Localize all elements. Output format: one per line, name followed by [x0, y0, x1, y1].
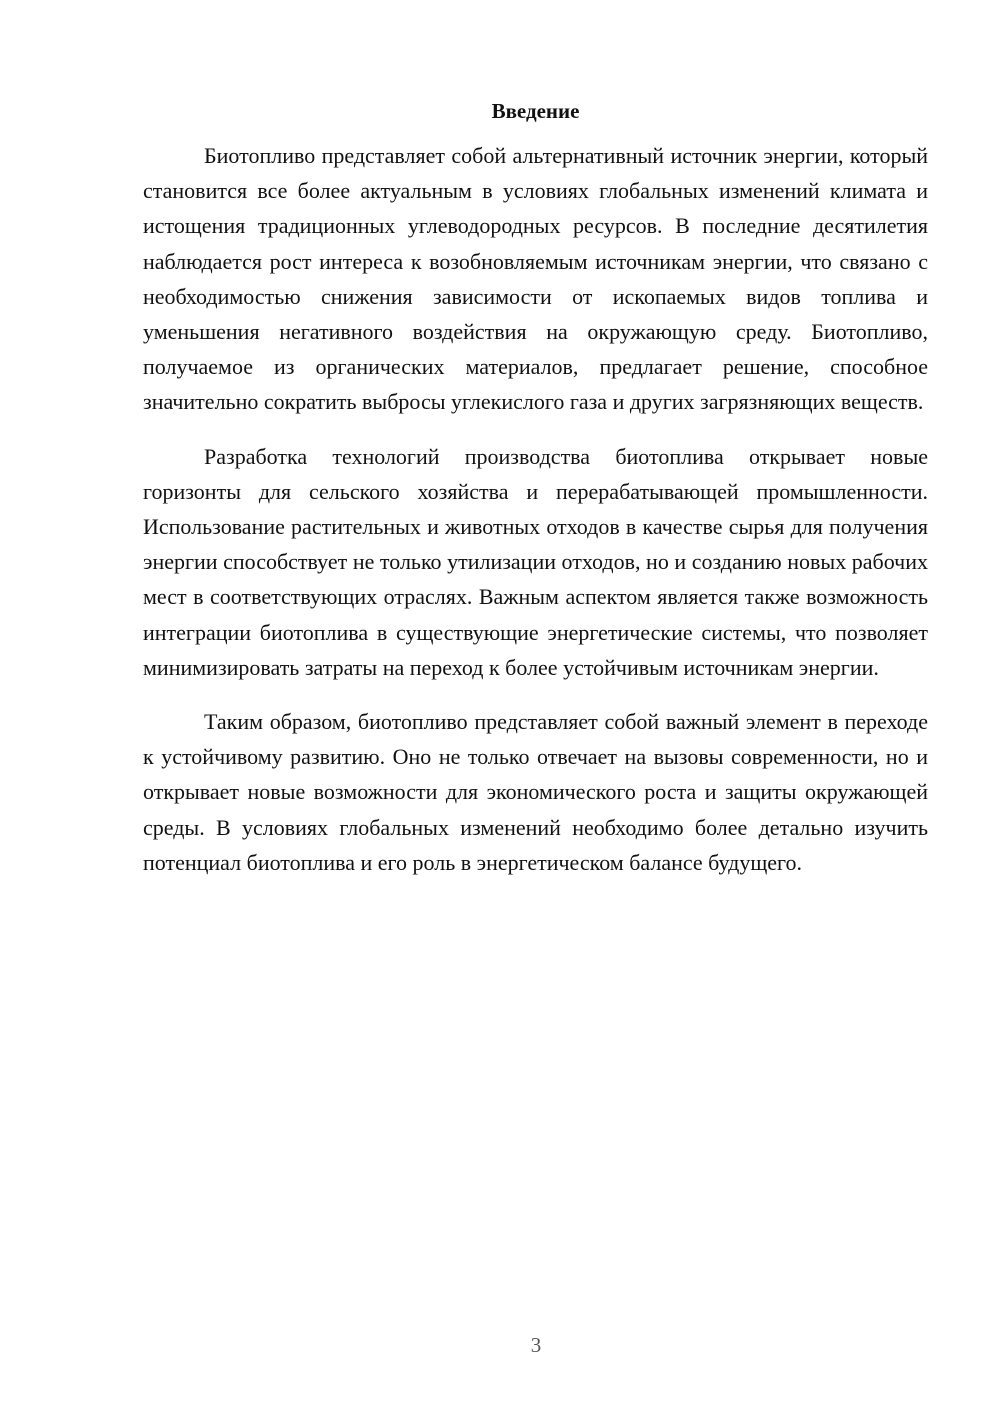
- page-number: 3: [530, 1333, 542, 1357]
- page-content: [143, 96, 928, 899]
- paragraph-2: Разработка технологий производства биотоплива открывает новые горизонты для сельского хозяйства и перерабатывающей промышленности. Использование растительных и животных отходов в качестве сырья для получения энергии способствует не только утилизации отходов, но и созданию новых рабочих мест в соответствующих отраслях. Важным аспектом является также возможность интеграции биотоплива в существующие энергетические системы, что позволяет минимизировать затраты на переход к более устойчивым источникам энергии.: [143, 443, 928, 680]
- paragraph-1: Биотопливо представляет собой альтернативный источник энергии, который становится все более актуальным в условиях глобальных изменений климата и истощения традиционных углеводородных ресурсов. В последние десятилетия наблюдается рост интереса к возобновляемым источникам энергии, что связано с необходимостью снижения зависимости от ископаемых видов топлива и уменьшения негативного воздействия на окружающую среду. Биотопливо, получаемое из органических материалов, предлагает решение, способное значительно сократить выбросы углекислого газа и других загрязняющих веществ.: [143, 143, 928, 415]
- paragraph-3: Таким образом, биотопливо представляет собой важный элемент в переходе к устойчивому развитию. Оно не только отвечает на вызовы современности, но и открывает новые возможности для экономического роста и защиты окружающей среды. В условиях глобальных изменений необходимо более детально изучить потенциал биотоплива и его роль в энергетическом балансе будущего.: [143, 709, 928, 875]
- section-heading: Введение: [491, 99, 580, 123]
